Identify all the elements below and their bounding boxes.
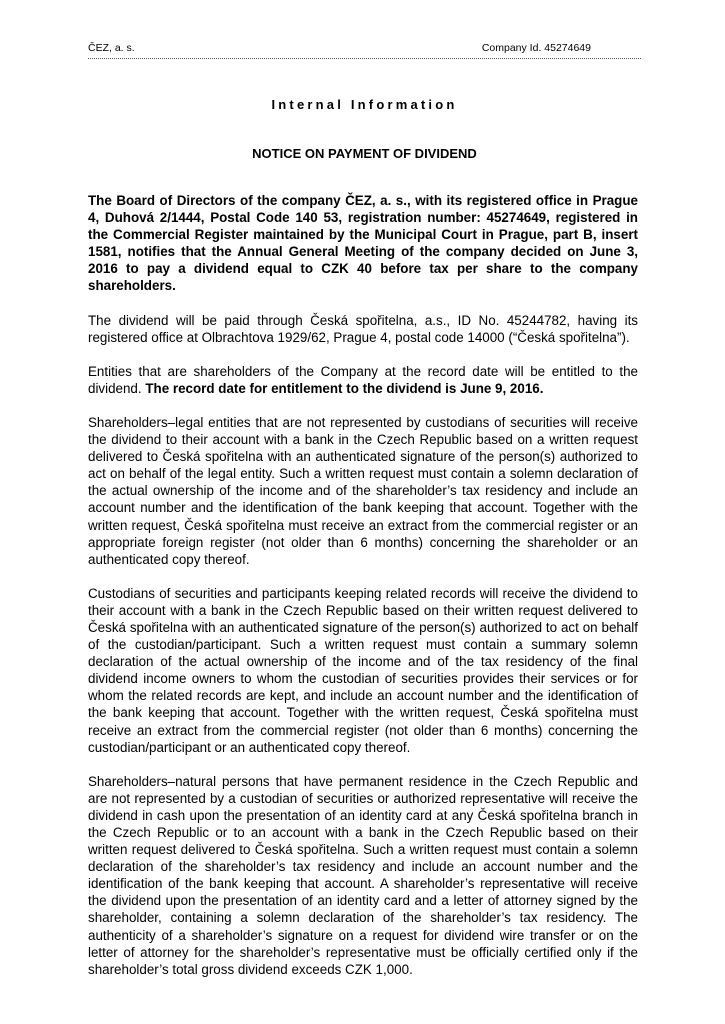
- paragraph-custodians: Custodians of securities and participants keeping related records will receive the dividend to their account with a bank in the Czech Republic based on their written request delivered to Česká spořitelna with an authenticated signature of the person(s) authorized to act on behalf of the custodian/participant. Such a written request must contain a summary solemn declaration of the actual ownership of the income and of the tax residency of the final dividend income owners to whom the custodian of securities provides their services or for whom the related records are kept, and include an account number and the identification of the bank keeping that account. Together with the written request, Česká spořitelna must receive an extract from the commercial register (not older than 6 months) concerning the custodian/participant or an authenticated copy thereof.: [88, 585, 638, 755]
- header-company-id: Company Id. 45274649: [481, 42, 591, 54]
- document-body: [88, 192, 638, 995]
- document-label: Internal Information: [271, 97, 458, 112]
- header-company-name: ČEZ, a. s.: [88, 42, 135, 54]
- paragraph-record-date: [88, 363, 638, 397]
- paragraph-board-notice: The Board of Directors of the company ČEZ, a. s., with its registered office in Prague 4, Duhová 2/1444, Postal Code 140 53, registration number: 45274649, registered in the Commercial Register maintained by the Municipal Court in Prague, part B, insert 1581, notifies that the Annual General Meeting of the company decided on June 3, 2016 to pay a dividend equal to CZK 40 before tax per share to the company shareholders.: [88, 193, 638, 294]
- record-date-intro: Entities that are shareholders of the Company at the record date will be entitled to the dividend.: [88, 363, 638, 396]
- page-header: [88, 40, 641, 59]
- paragraph-natural-persons: Shareholders–natural persons that have permanent residence in the Czech Republic and are not represented by a custodian of securities or authorized representative will receive the dividend in cash upon the presentation of an identity card at any Česká spořitelna branch in the Czech Republic or to an account with a bank in the Czech Republic based on their written request delivered to Česká spořitelna. Such a written request must contain a solemn declaration of the shareholder’s tax residency and include an account number and the identification of the bank keeping that account. A shareholder’s representative will receive the dividend upon the presentation of an identity card and a letter of attorney signed by the shareholder, containing a solemn declaration of the shareholder’s tax residency. The authenticity of a shareholder’s signature on a request for dividend wire transfer or on the letter of attorney for the shareholder’s representative must be officially certified only if the shareholder’s total gross dividend exceeds CZK 1,000.: [88, 773, 638, 977]
- record-date-statement: The record date for entitlement to the dividend is June 9, 2016.: [145, 380, 544, 396]
- paragraph-payment-agent: The dividend will be paid through Česká spořitelna, a.s., ID No. 45244782, having its registered office at Olbrachtova 1929/62, Prague 4, postal code 14000 (“Česká spořitelna”).: [88, 312, 638, 345]
- document-title: NOTICE ON PAYMENT OF DIVIDEND: [252, 146, 477, 161]
- paragraph-legal-entities: Shareholders–legal entities that are not represented by custodians of securities will receive the dividend to their account with a bank in the Czech Republic based on a written request delivered to Česká spořitelna with an authenticated signature of the person(s) authorized to act on behalf of the legal entity. Such a written request must contain a solemn declaration of the actual ownership of the income and of the shareholder’s tax residency and include an account number and the identification of the bank keeping that account. Together with the written request, Česká spořitelna must receive an extract from the commercial register or an appropriate foreign register (not older than 6 months) concerning the shareholder or an authenticated copy thereof.: [88, 414, 638, 567]
